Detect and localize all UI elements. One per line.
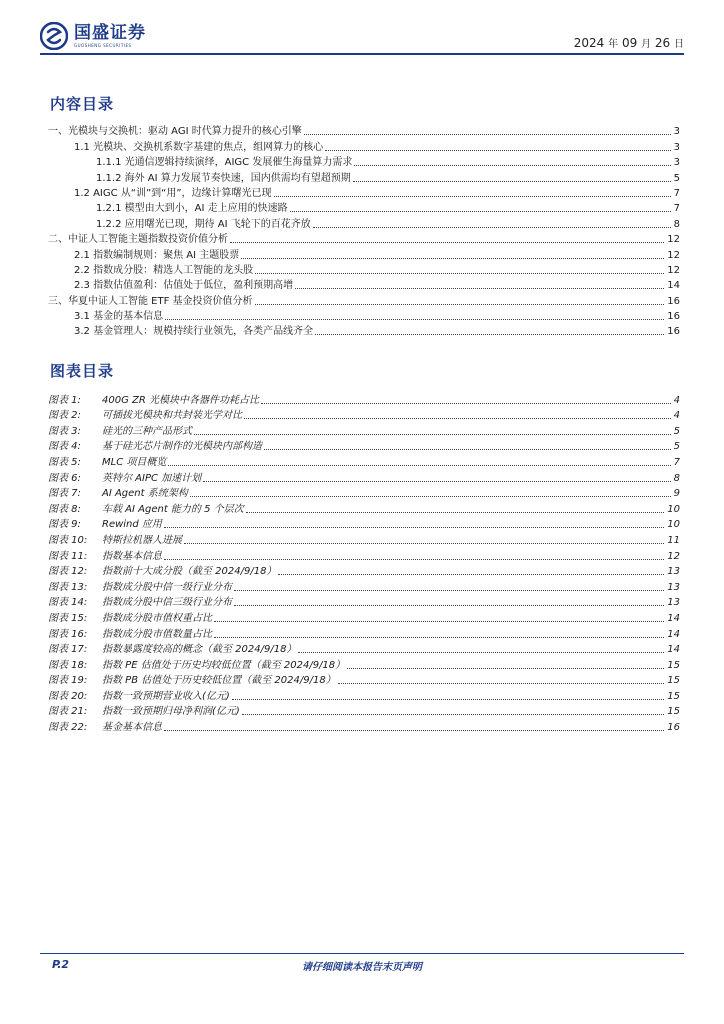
dot-leader — [164, 526, 664, 528]
dot-leader — [278, 573, 664, 575]
dot-leader — [164, 729, 664, 731]
figure-entry-title: 基于硅光芯片制作的光模块内部构造 — [102, 441, 262, 453]
dot-leader — [165, 318, 664, 320]
dot-leader — [232, 698, 664, 700]
toc-entry-label: 一、光模块与交换机：驱动 AGI 时代算力提升的核心引擎 — [48, 126, 302, 138]
figure-entry-title: 可插拔光模块和共封装光学对比 — [102, 410, 242, 422]
figure-entry-title: 指数成分股市值权重占比 — [102, 612, 212, 624]
figure-entry-page: 4 — [673, 394, 680, 406]
figure-entry-page: 13 — [667, 581, 680, 593]
figure-entry-page: 11 — [667, 534, 680, 546]
dot-leader — [353, 180, 671, 182]
toc-entry-label: 1.2.1 模型由大到小，AI 走上应用的快速路 — [48, 203, 290, 215]
figure-entry-title: 车载 AI Agent 能力的 5 个层次 — [102, 503, 244, 515]
dot-leader — [315, 333, 664, 335]
figure-entry-number: 图表 4: — [48, 441, 81, 453]
figure-entry-page: 5 — [673, 441, 680, 453]
header-divider — [40, 53, 684, 55]
toc-entry[interactable] — [48, 246, 680, 261]
toc-entry-page: 5 — [673, 172, 680, 184]
toc-entry-page: 3 — [673, 141, 680, 153]
figure-entry[interactable] — [48, 500, 680, 516]
figure-entry-page: 15 — [667, 690, 680, 702]
figure-entry-page: 12 — [667, 550, 680, 562]
toc-entry-page: 16 — [667, 311, 680, 323]
dot-leader — [298, 651, 664, 653]
figure-entry[interactable] — [48, 422, 680, 438]
dot-leader — [203, 480, 670, 482]
figure-entry-number: 图表 17: — [48, 644, 88, 656]
figure-entry-number: 图表 10: — [48, 534, 88, 546]
figure-entry-title: Rewind 应用 — [102, 519, 162, 531]
figure-entry-page: 8 — [673, 472, 680, 484]
figure-entry[interactable] — [48, 547, 680, 563]
dot-leader — [234, 604, 664, 606]
dot-leader — [164, 558, 664, 560]
figure-entry[interactable] — [48, 438, 680, 454]
date-month-unit: 月 — [641, 39, 652, 50]
toc-entry[interactable] — [48, 292, 680, 307]
figure-entry-title: 基金基本信息 — [102, 722, 162, 734]
figure-entry-page: 7 — [673, 456, 680, 468]
figure-entry-number: 图表 8: — [48, 503, 81, 515]
dot-leader — [214, 636, 664, 638]
toc-entry-page: 3 — [673, 157, 680, 169]
figure-entry-page: 10 — [667, 519, 680, 531]
figure-entry[interactable] — [48, 641, 680, 657]
figure-entry-page: 16 — [667, 722, 680, 734]
figure-entry-number: 图表 16: — [48, 628, 88, 640]
dot-leader — [354, 164, 670, 166]
dot-leader — [304, 133, 671, 135]
dot-leader — [261, 402, 671, 404]
page-number: P.2 — [52, 958, 70, 971]
toc-entry-label: 三、华夏中证人工智能 ETF 基金投资价值分析 — [48, 295, 253, 307]
toc-entry-label: 1.1.2 海外 AI 算力发展节奏快速，国内供需均有望超预期 — [48, 173, 353, 185]
toc-title: 内容目录 — [50, 95, 115, 113]
figure-entry-number: 图表 7: — [48, 488, 81, 500]
dot-leader — [241, 257, 664, 259]
guosheng-logo-icon — [40, 22, 68, 50]
figure-entry-number: 图表 11: — [48, 550, 88, 562]
toc-entry-page: 3 — [673, 126, 680, 138]
figure-entry[interactable] — [48, 391, 680, 407]
dot-leader — [290, 210, 671, 212]
figure-entry[interactable] — [48, 609, 680, 625]
figure-entry[interactable] — [48, 672, 680, 688]
toc-entry[interactable] — [48, 262, 680, 277]
figure-entry-number: 图表 6: — [48, 472, 81, 484]
figure-entry-title: 指数一致预期归母净利润(亿元) — [102, 706, 240, 718]
figure-entry-number: 图表 14: — [48, 597, 88, 609]
disclaimer-note: 请仔细阅读本报告末页声明 — [302, 962, 422, 973]
figure-entry[interactable] — [48, 407, 680, 423]
figure-entry[interactable] — [48, 578, 680, 594]
figure-entry-number: 图表 22: — [48, 722, 88, 734]
dot-leader — [325, 149, 671, 151]
toc-entry-label: 2.2 指数成分股：精选人工智能的龙头股 — [48, 265, 255, 277]
toc-entry-page: 7 — [673, 187, 680, 199]
toc-entry[interactable] — [48, 215, 680, 230]
figure-entry-title: 指数 PB 估值处于历史较低位置（截至 2024/9/18） — [102, 675, 336, 687]
toc-entry-label: 二、中证人工智能主题指数投资价值分析 — [48, 234, 228, 246]
dot-leader — [234, 589, 664, 591]
figure-entry-page: 15 — [667, 706, 680, 718]
figure-entry-number: 图表 1: — [48, 394, 81, 406]
figure-entry-title: 特斯拉机器人进展 — [102, 534, 182, 546]
dot-leader — [295, 287, 664, 289]
logo-text-cn: 国盛证券 — [74, 22, 146, 43]
date-month: 09 — [621, 36, 638, 50]
toc-entry-label: 3.1 基金的基本信息 — [48, 311, 165, 323]
figure-entry-title: 指数一致预期营业收入(亿元) — [102, 690, 230, 702]
figure-entry-title: 指数成分股市值数量占比 — [102, 628, 212, 640]
dot-leader — [168, 464, 670, 466]
figure-entry[interactable] — [48, 563, 680, 579]
dot-leader — [274, 195, 671, 197]
toc-entry-label: 3.2 基金管理人：规模持续行业领先，各类产品线齐全 — [48, 326, 315, 338]
dot-leader — [194, 433, 671, 435]
dot-leader — [244, 417, 671, 419]
figure-entry[interactable] — [48, 594, 680, 610]
figure-entry[interactable] — [48, 625, 680, 641]
figure-list — [48, 391, 680, 734]
figure-entry-number: 图表 2: — [48, 410, 81, 422]
date-year-unit: 年 — [608, 39, 619, 50]
figure-entry[interactable] — [48, 531, 680, 547]
dot-leader — [190, 495, 671, 497]
toc-entry[interactable] — [48, 277, 680, 292]
figure-entry[interactable] — [48, 469, 680, 485]
toc-entry[interactable] — [48, 308, 680, 323]
toc-entry-page: 7 — [673, 203, 680, 215]
dot-leader — [214, 620, 664, 622]
dot-leader — [246, 511, 665, 513]
dot-leader — [230, 241, 664, 243]
toc-entry[interactable] — [48, 169, 680, 184]
dot-leader — [347, 667, 664, 669]
figure-entry-number: 图表 5: — [48, 456, 81, 468]
toc-entry-page: 16 — [667, 326, 680, 338]
figure-entry-page: 14 — [667, 644, 680, 656]
figure-entry[interactable] — [48, 718, 680, 734]
figure-entry-title: 指数前十大成分股（截至 2024/9/18） — [102, 566, 277, 578]
figure-entry[interactable] — [48, 453, 680, 469]
dot-leader — [313, 226, 671, 228]
toc-entry-page: 14 — [667, 280, 680, 292]
dot-leader — [242, 713, 664, 715]
date-day-unit: 日 — [674, 39, 684, 50]
figure-entry-page: 14 — [667, 628, 680, 640]
figure-entry-number: 图表 21: — [48, 706, 88, 718]
toc-entry-page: 16 — [667, 295, 680, 307]
company-logo — [40, 22, 146, 50]
figure-entry-title: 指数暴露度较高的概念（截至 2024/9/18） — [102, 644, 297, 656]
figure-entry-number: 图表 3: — [48, 425, 81, 437]
figure-entry-title: 指数成分股中信三级行业分布 — [102, 597, 232, 609]
figure-entry-page: 9 — [673, 488, 680, 500]
figure-entry-title: 指数基本信息 — [102, 550, 162, 562]
toc-entry-label: 1.2.2 应用曙光已现，期待 AI 飞轮下的百花齐放 — [48, 219, 313, 231]
toc-entry-label: 2.3 指数估值盈利：估值处于低位，盈利预期高增 — [48, 280, 295, 292]
figure-entry-page: 15 — [667, 675, 680, 687]
toc-entry[interactable] — [48, 200, 680, 215]
dot-leader — [338, 682, 665, 684]
dot-leader — [255, 303, 665, 305]
figure-entry-number: 图表 9: — [48, 519, 81, 531]
figure-entry-number: 图表 15: — [48, 612, 88, 624]
figure-entry-number: 图表 18: — [48, 659, 88, 671]
figure-entry-number: 图表 12: — [48, 566, 88, 578]
figure-entry[interactable] — [48, 485, 680, 501]
date-year: 2024 — [573, 36, 605, 50]
toc-entry[interactable] — [48, 231, 680, 246]
figure-entry-title: MLC 项目概览 — [102, 456, 167, 468]
figure-entry-page: 14 — [667, 612, 680, 624]
logo-text-en: GUOSHENG SECURITIES — [74, 42, 132, 48]
figure-entry[interactable] — [48, 687, 680, 703]
toc-entry[interactable] — [48, 154, 680, 169]
figure-entry-title: 指数成分股中信一级行业分布 — [102, 581, 232, 593]
table-of-contents — [48, 123, 680, 338]
toc-entry[interactable] — [48, 185, 680, 200]
figure-entry-title: AI Agent 系统架构 — [102, 488, 188, 500]
toc-entry[interactable] — [48, 323, 680, 338]
date-day: 26 — [654, 36, 671, 50]
toc-entry-page: 12 — [667, 234, 680, 246]
figure-entry-number: 图表 19: — [48, 675, 88, 687]
toc-entry-label: 2.1 指数编制规则：聚焦 AI 主题股票 — [48, 250, 241, 262]
figure-entry-title: 英特尔 AIPC 加速计划 — [102, 472, 202, 484]
figure-entry-title: 硅光的三种产品形式 — [102, 425, 192, 437]
dot-leader — [264, 448, 671, 450]
figure-entry[interactable] — [48, 516, 680, 532]
toc-entry-label: 1.2 AIGC 从“训”到“用”，边缘计算曙光已现 — [48, 188, 274, 200]
toc-entry[interactable] — [48, 138, 680, 153]
figure-entry-page: 10 — [667, 503, 680, 515]
figure-entry-number: 图表 13: — [48, 581, 88, 593]
dot-leader — [255, 272, 664, 274]
figure-entry-title: 指数 PE 估值处于历史均较低位置（截至 2024/9/18） — [102, 659, 346, 671]
toc-entry-page: 8 — [673, 218, 680, 230]
footer-divider — [40, 953, 684, 954]
figure-entry-page: 15 — [667, 659, 680, 671]
dot-leader — [184, 542, 664, 544]
figures-title: 图表目录 — [50, 362, 115, 380]
toc-entry-label: 1.1.1 光通信逻辑持续演绎，AIGC 发展催生海量算力需求 — [48, 157, 354, 169]
figure-entry[interactable] — [48, 703, 680, 719]
toc-entry-page: 12 — [667, 249, 680, 261]
figure-entry-page: 4 — [673, 410, 680, 422]
figure-entry-title: 400G ZR 光模块中各器件功耗占比 — [102, 394, 259, 406]
figure-entry-page: 13 — [667, 566, 680, 578]
report-date — [574, 35, 684, 50]
toc-entry[interactable] — [48, 123, 680, 138]
figure-entry-number: 图表 20: — [48, 690, 88, 702]
page-header — [0, 0, 724, 56]
figure-entry-page: 5 — [673, 425, 680, 437]
figure-entry-page: 13 — [667, 597, 680, 609]
toc-entry-page: 12 — [667, 264, 680, 276]
figure-entry[interactable] — [48, 656, 680, 672]
toc-entry-label: 1.1 光模块、交换机系数字基建的焦点，组网算力的核心 — [48, 142, 325, 154]
